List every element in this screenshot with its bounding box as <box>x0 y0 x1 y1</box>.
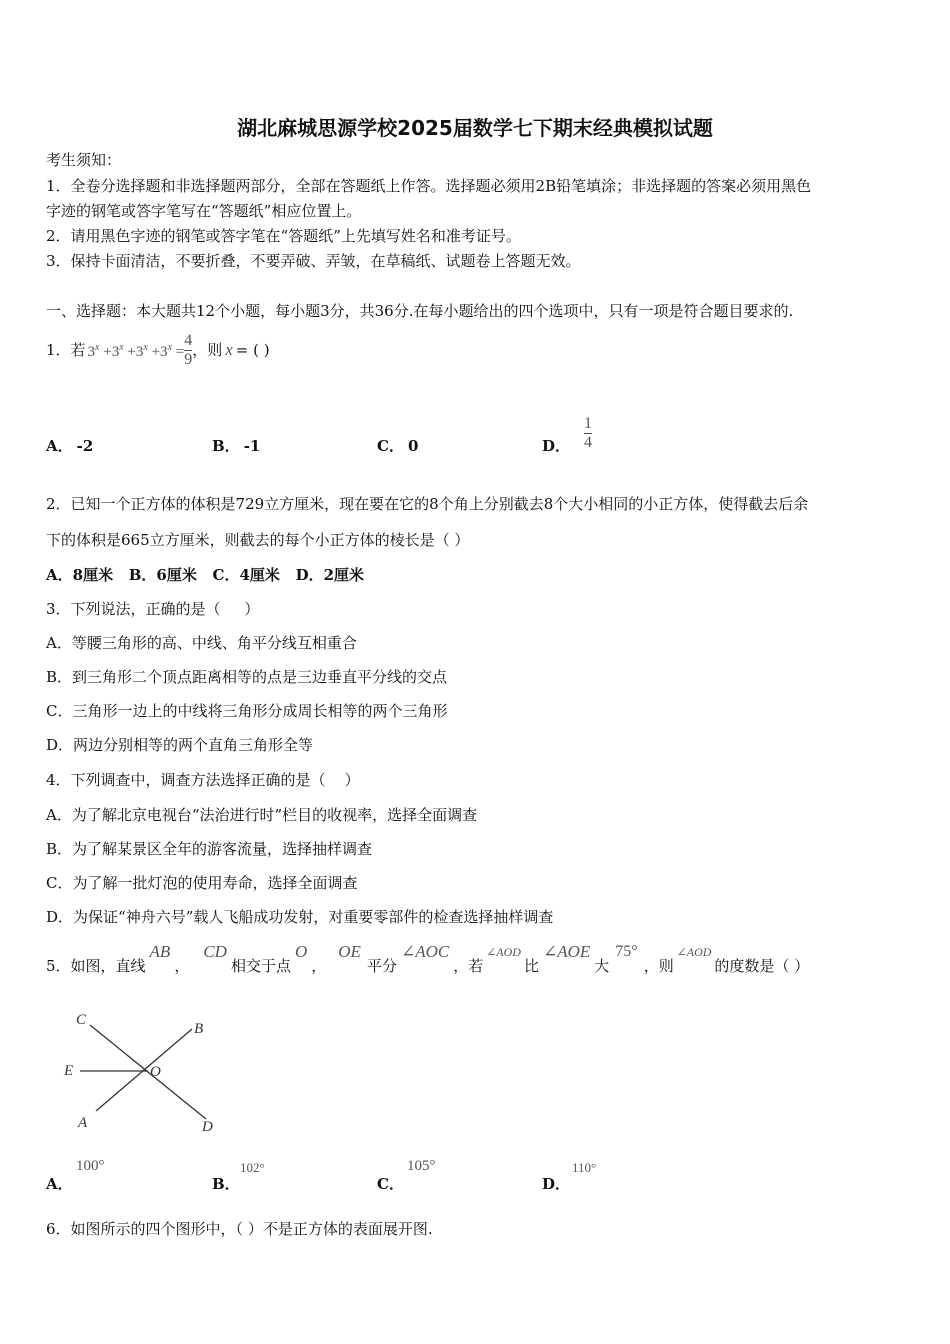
notice-item-1: 1．全卷分选择题和非选择题两部分，全部在答题纸上作答。选择题必须用2B铅笔填涂；非选择题的答案必须用黑色 <box>46 177 812 195</box>
q1-option-d: D． $\frac{1}{4}$ <box>542 414 593 455</box>
label-b: B <box>194 1021 204 1037</box>
notice-item-2: 2．请用黑色字迹的钢笔或答字笔在“答题纸”上先填写姓名和准考证号。 <box>46 227 521 245</box>
label-e: E <box>64 1063 74 1079</box>
q1-after: ，则 <box>192 341 223 359</box>
q4-option-a: A．为了解北京电视台“法治进行时”栏目的收视率，选择全面调查 <box>46 806 478 824</box>
line-cd <box>90 1025 206 1119</box>
notice-heading: 考生须知： <box>46 151 122 169</box>
q4-option-d: D．为保证“神舟六号”载人飞船成功发射，对重要零部件的检查选择抽样调查 <box>46 908 554 926</box>
label-d: D <box>202 1119 213 1135</box>
notice-item-3: 3．保持卡面清洁，不要折叠，不要弄破、弄皱，在草稿纸、试题卷上答题无效。 <box>46 252 581 270</box>
label-c: C <box>76 1012 87 1028</box>
q1-tail: = ( ) <box>235 341 270 359</box>
question-1 <box>46 332 270 368</box>
q1-option-c: C． 0 <box>377 437 419 455</box>
q3-option-a: A．等腰三角形的高、中线、角平分线互相重合 <box>46 634 357 652</box>
q1-number: 1．若 <box>46 341 86 359</box>
question-2-line-1: 2．已知一个正方体的体积是729立方厘米，现在要在它的8个角上分别截去8个大小相同的小正方体，使得截去后余 <box>46 495 809 513</box>
q1-fraction: $\frac{4}{9}$ <box>184 331 193 368</box>
q1-variable: x <box>225 340 233 359</box>
notice-item-1-cont: 字迹的钢笔或答字笔写在“答题纸”相应位置上。 <box>46 202 362 220</box>
q1-option-a: A． -2 <box>46 437 94 455</box>
question-3: 3．下列说法，正确的是（ ） <box>46 600 260 618</box>
question-4: 4．下列调查中，调查方法选择正确的是（ ） <box>46 771 360 789</box>
label-a: A <box>78 1115 88 1131</box>
q1-expression: $3^x +3^x +3^x +3^x$ = <box>87 342 185 360</box>
question-5: 5．如图，直线 AB ， CD 相交于点 O ， OE 平分 ∠AOC ，若 ∠AOD 比 ∠AOE 大 75° ，则 ∠AOD 的度数是（ ） <box>46 942 810 975</box>
q1-option-d-fraction: $\frac{1}{4}$ <box>584 414 593 451</box>
q4-option-b: B．为了解某景区全年的游客流量，选择抽样调查 <box>46 840 373 858</box>
q4-option-c: C．为了解一批灯泡的使用寿命，选择全面调查 <box>46 874 358 892</box>
exam-title: 湖北麻城思源学校2025届数学七下期末经典模拟试题 <box>237 116 713 140</box>
q3-option-d: D．两边分别相等的两个直角三角形全等 <box>46 736 314 754</box>
question-2-line-2: 下的体积是665立方厘米，则截去的每个小正方体的棱长是（ ） <box>46 531 470 549</box>
q2-options: A．8厘米 B．6厘米 C．4厘米 D．2厘米 <box>46 566 365 584</box>
label-o: O <box>150 1064 161 1080</box>
q3-option-b: B．到三角形二个顶点距离相等的点是三边垂直平分线的交点 <box>46 668 448 686</box>
section-heading: 一、选择题：本大题共12个小题，每小题3分，共36分.在每小题给出的四个选项中，只有一项是符合题目要求的. <box>46 302 794 320</box>
q1-option-b: B． -1 <box>212 437 261 455</box>
q3-option-c: C．三角形一边上的中线将三角形分成周长相等的两个三角形 <box>46 702 448 720</box>
q5-figure <box>56 1005 236 1140</box>
question-6: 6．如图所示的四个图形中，（ ）不是正方体的表面展开图. <box>46 1220 433 1238</box>
